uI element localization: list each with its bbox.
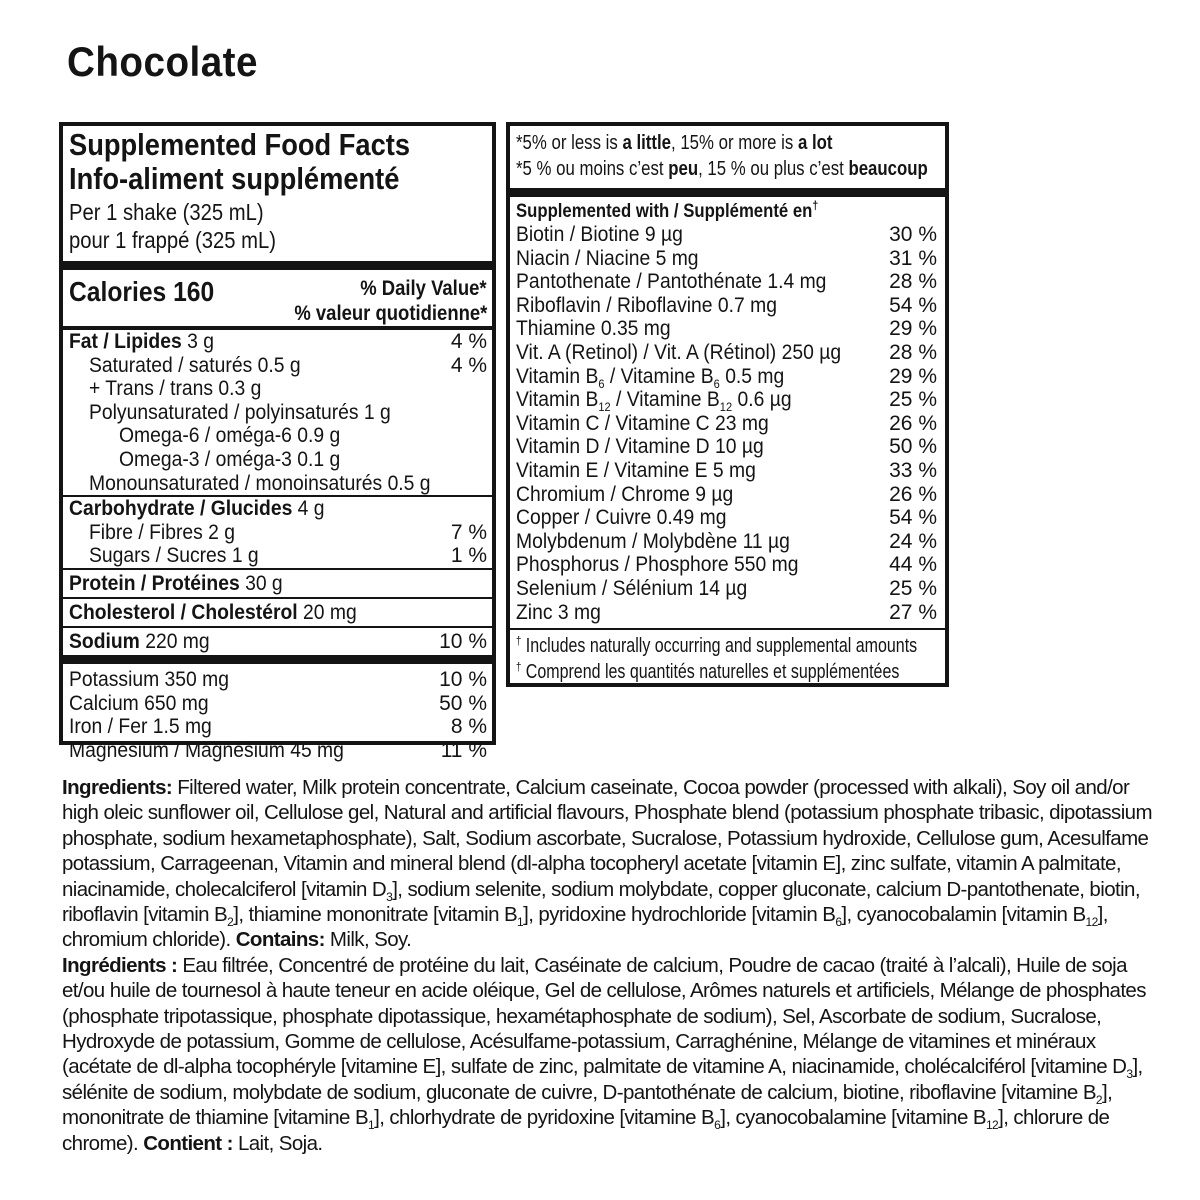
nutrient-row (516, 223, 937, 247)
sugars-row: Sugars / Sucres 1 g 1 % (89, 544, 487, 568)
nutrient-dv: 26 % (889, 411, 937, 435)
protein-row: Protein / Protéines 30 g (69, 571, 283, 595)
calories-label: Calories 160 (69, 276, 215, 307)
supplement-panel (506, 122, 949, 687)
nutrient-dv: 27 % (889, 600, 937, 624)
nutrient-dv: 28 % (889, 270, 937, 294)
nutrient-dv: 33 % (889, 458, 937, 482)
nutrient-row (516, 247, 937, 271)
ingredients-fr: Ingrédients : Eau filtrée, Concentré de protéine du lait, Caséinate de calcium, Poudre de cacao (traité à l’alcali), Huile de soja et/ou huile de tournesol à haute teneur en acide oléique, Gel de cellulose, Arômes naturels et artificiels, Mélange de phosphates (phosphate tripotassique, phosphate dipotassique, hexamétaphosphate de sodium), Sel, Ascorbate de sodium, Sucralose, Hydroxyde de potassium, Gomme de cellulose, Acésulfame-potassium, Carraghénine, Mélange de vitamines et minéraux (acétate de dl-alpha tocophéryle [vitamine E], sulfate de zinc, palmitate de vitamine A, niacinamide, cholécalciférol [vitamine $D_3$], sélénite de sodium, molybdate de sodium, gluconate de cuivre, D-pantothénate de calcium, biotine, riboflavine [vitamine $B_2$], mononitrate de thiamine [vitamine $B_1$], chlorhydrate de pyridoxine [vitamine $B_6$], cyanocobalamine [vitamine $B_{12}$], chlorure de chrome). Contient : Lait, Soja. (62, 953, 1146, 1155)
nutrient-dv: 26 % (889, 482, 937, 506)
nutrient-label: Riboflavin / Riboflavine 0.7 mg (516, 293, 777, 317)
nutrient-dv: 25 % (889, 576, 937, 600)
daily-value-heading (268, 276, 487, 326)
cholesterol-row: Cholesterol / Cholestérol 20 mg (69, 600, 357, 624)
nutrition-facts-panel (59, 122, 496, 762)
nutrient-dv: 24 % (889, 529, 937, 553)
serving-en: Per 1 shake (325 mL) (69, 199, 264, 225)
divider-thick (510, 188, 945, 197)
omega6-row: Omega-6 / oméga-6 0.9 g (119, 424, 341, 448)
mineral-label: Potassium 350 mg (69, 667, 230, 691)
footnote: † Includes naturally occurring and supplemental amounts † Comprend les quantités naturelles et supplémentées (516, 633, 918, 684)
ingredients-en: Ingredients: Filtered water, Milk protein concentrate, Calcium caseinate, Cocoa powder (processed with alkali), Soy oil and/or high oleic sunflower oil, Cellulose gel, Natural and artificial flavours, Phosphate blend (potassium phosphate tribasic, dipotassium phosphate, sodium hexametaphosphate), Salt, Sodium ascorbate, Sucralose, Potassium hydroxide, Cellulose gum, Acesulfame potassium, Carrageenan, Vitamin and mineral blend (dl-alpha tocopheryl acetate [vitamin E], zinc sulfate, vitamin A palmitate, niacinamide, cholecalciferol [vitamin $D_3$], sodium selenite, sodium molybdate, copper gluconate, calcium D-pantothenate, biotin, riboflavin [vitamin $B_2$], thiamine mononitrate [vitamin $B_1$], pyridoxine hydrochloride [vitamin $B_6$], cyanocobalamin [vitamin $B_{12}$], chromium chloride). Contains: Milk, Soy. (62, 776, 1152, 952)
nutrient-label: Vit. A (Retinol) / Vit. A (Rétinol) 250 µg (516, 340, 842, 364)
nutrient-label: Zinc 3 mg (516, 600, 601, 624)
nutrient-row (516, 341, 937, 365)
mineral-label: Calcium 650 mg (69, 691, 209, 715)
calories-block (69, 270, 487, 326)
supplemented-heading: Supplemented with / Supplémenté en† (516, 198, 819, 222)
nutrient-dv: 30 % (889, 223, 937, 246)
trans-row: + Trans / trans 0.3 g (89, 377, 262, 401)
divider-thick (63, 655, 492, 664)
nutrient-label: Vitamin D / Vitamine D 10 µg (516, 435, 764, 459)
nutrient-row-b6: Vitamin $B_6$ / Vitamine $B_6$ 0.5 mg 29 % (516, 364, 937, 391)
ingredients-section (62, 775, 1162, 1156)
nutrient-label: Phosphorus / Phosphore 550 mg (516, 553, 799, 577)
dv-en: % Daily Value* (360, 277, 487, 300)
nutrient-dv: 54 % (889, 506, 937, 530)
nutrient-row (516, 294, 937, 318)
serving-size (69, 198, 487, 254)
mono-row: Monounsaturated / monoinsaturés 0.5 g (89, 471, 431, 495)
nutrient-label: Vitamin C / Vitamine C 23 mg (516, 411, 769, 435)
saturated-row: Saturated / saturés 0.5 g 4 % (89, 353, 487, 377)
mineral-row (69, 692, 487, 716)
nutrient-row (516, 530, 937, 554)
divider (510, 628, 945, 630)
mineral-label: Iron / Fer 1.5 mg (69, 715, 212, 739)
nutrient-row (516, 483, 937, 507)
supplement-list (516, 223, 937, 365)
facts-title-fr: Info-aliment supplémenté (69, 161, 400, 196)
nutrient-dv: 50 % (889, 435, 937, 459)
nutrient-label: Niacin / Niacine 5 mg (516, 246, 699, 270)
carb-row: Carbohydrate / Glucides 4 g (69, 497, 325, 521)
serving-fr: pour 1 frappé (325 mL) (69, 227, 277, 253)
nutrient-row-b12: Vitamin $B_{12}$ / Vitamine $B_{12}$ 0.6 µg 25 % (516, 388, 937, 415)
fat-row: Fat / Lipides 3 g 4 % (69, 330, 487, 353)
nutrient-row (516, 577, 937, 601)
minerals-list (69, 668, 487, 762)
divider-thick (63, 261, 492, 270)
flavour-title: Chocolate (67, 38, 258, 85)
nutrient-row (516, 506, 937, 530)
nutrient-dv: 54 % (889, 293, 937, 317)
nutrient-row (516, 435, 937, 459)
mineral-dv: 10 % (439, 667, 487, 691)
nutrient-label: Thiamine 0.35 mg (516, 317, 671, 341)
nutrient-row (516, 412, 937, 436)
mineral-row (69, 715, 487, 739)
nutrient-row (516, 270, 937, 294)
nutrient-row (516, 317, 937, 341)
nutrient-label: Biotin / Biotine 9 µg (516, 223, 683, 246)
mineral-label: Magnesium / Magnésium 45 mg (69, 738, 344, 762)
dv-fr: % valeur quotidienne* (293, 302, 487, 325)
daily-value-note: *5% or less is a little, 15% or more is a lot *5 % ou moins c’est peu, 15 % ou plus c’est beaucoup (516, 132, 928, 180)
nutrient-dv: 29 % (889, 317, 937, 341)
nutrient-label: Copper / Cuivre 0.49 mg (516, 506, 727, 530)
poly-row: Polyunsaturated / polyinsaturés 1 g (89, 400, 391, 424)
fibre-row: Fibre / Fibres 2 g 7 % (89, 520, 487, 544)
omega3-row: Omega-3 / oméga-3 0.1 g (119, 447, 341, 471)
nutrient-label: Pantothenate / Pantothénate 1.4 mg (516, 270, 827, 294)
mineral-dv: 50 % (439, 691, 487, 715)
mineral-dv: 11 % (440, 738, 487, 762)
facts-title (69, 128, 487, 196)
nutrient-dv: 28 % (889, 340, 937, 364)
mineral-row (69, 668, 487, 692)
nutrient-label: Chromium / Chrome 9 µg (516, 482, 734, 506)
nutrient-label: Selenium / Sélénium 14 µg (516, 576, 748, 600)
nutrient-label: Molybdenum / Molybdène 11 µg (516, 529, 790, 553)
sodium-row: Sodium 220 mg 10 % (69, 629, 487, 653)
facts-title-en: Supplemented Food Facts (69, 127, 411, 162)
nutrient-dv: 31 % (889, 246, 937, 270)
nutrient-row (516, 601, 937, 625)
nutrient-dv: 44 % (889, 553, 937, 577)
mineral-row (69, 739, 487, 763)
nutrient-row (516, 553, 937, 577)
nutrient-row (516, 459, 937, 483)
nutrient-label: Vitamin E / Vitamine E 5 mg (516, 458, 756, 482)
supplement-list-2 (516, 412, 937, 624)
mineral-dv: 8 % (450, 715, 487, 739)
